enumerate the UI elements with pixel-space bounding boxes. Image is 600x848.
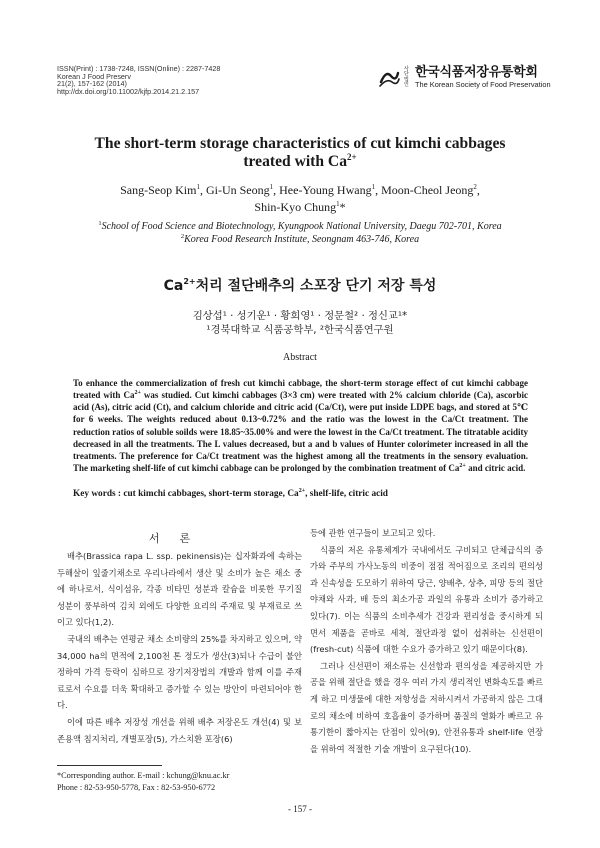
author-3: Hee-Young Hwang$^1$, (279, 183, 382, 197)
right-paragraph-3: 그러나 신선편이 채소류는 신선함과 편의성을 제공하지만 가공을 위해 절단을 했을 경우 여러 가지 생리적인 변화속도를 빠르게 하고 미생물에 대한 저항성을 저하시켜서 가공하지 않은 그대로의 채소에 비하여 호흡율이 증가하며 품질의 열화가 빠르고 유통기한이 짧아지는 단점이 있어(9), 안전유통과 shelf-life 연장을 위하여 적절한 기술 개발이 요구된다(10). (310, 660, 543, 754)
left-column-text (57, 548, 302, 747)
journal-header-meta (57, 65, 220, 95)
logo-korean-name: 한국식품저장유통학회 (415, 65, 538, 80)
affiliation-2: $^2$Korea Food Research Institute, Seongnam 463-746, Korea (180, 233, 420, 245)
affiliation-1: $^1$School of Food Science and Biotechnology, Kyungpook National University, Daegu 702-701, Korea (98, 220, 502, 232)
korean-authors (60, 309, 540, 337)
section-heading-introduction: 서론 (148, 532, 211, 545)
title-line-2: treated with $Ca^{2+}$ (243, 152, 357, 170)
doi-link[interactable]: http://dx.doi.org/10.11002/kjfp.2014.21.2.157 (57, 86, 200, 96)
journal-name: Korean J Food Preserv (57, 71, 131, 81)
corresponding-author-footnote (57, 770, 307, 794)
right-paragraph-2: 식품의 저온 유통체계가 국내에서도 구비되고 단체급식의 증가와 주부의 가사노동의 비중이 점점 적어짐으로 조리의 편의성과 신속성을 도모하기 위하여 당근, 양배추, 상추, 피망 등의 절단야채와 사과, 배 등의 최소가공 과일의 유통과 소비가 증가하고 있다(7). 이는 식품의 소비추세가 건강과 편리성을 중시하게 되면서 제품을 곧바로 세척, 절단과정 없이 섭취하는 신선편이(fresh-cut) 식품에 대한 수요가 증가하고 있기 때문이다(8). (310, 544, 543, 655)
right-paragraph-1: 등에 관한 연구들이 보고되고 있다. (310, 528, 436, 538)
author-5: Shin-Kyo Chung$^1$* (254, 200, 346, 214)
abstract-heading: Abstract (283, 352, 317, 363)
volume-text: 21(2), 157-162 (2014) (57, 79, 127, 89)
footnote-rule (57, 765, 162, 766)
footnote-phone: Phone : 82-53-950-5778, Fax : 82-53-950-6772 (57, 783, 216, 792)
author-1: Sang-Seop Kim$^1$, (120, 183, 206, 197)
author-4: Moon-Cheol Jeong$^2$, (381, 183, 480, 197)
society-emblem-icon (378, 67, 400, 89)
keywords-label: Key words : (73, 489, 122, 499)
author-2: Gi-Un Seong$^1$, (205, 183, 280, 197)
right-column-text (310, 525, 543, 757)
korean-affiliations: ¹경북대학교 식품공학부, ²한국식품연구원 (206, 324, 394, 336)
keywords: Key words : cut kimchi cabbages, short-term storage, $Ca^{2+}$, shelf-life, citric acid (73, 488, 388, 499)
page-number: - 157 - (288, 804, 312, 814)
korean-title: $Ca^{2+}$처리 절단배추의 소포장 단기 저장 특성 (163, 277, 437, 294)
left-paragraph-1: 배추(Brassica rapa L. ssp. pekinensis)는 십자화과에 속하는 두해살이 잎줄기채소로 우리나라에서 생산 및 소비가 높은 채소 중에 하나로서, 식이섬유, 각종 비타민 성분과 칼슘을 비롯한 무기질 성분이 풍부하여 김치 외에도 다양한 요리의 주재료 및 부재료로 쓰이고 있다(1,2). (57, 551, 302, 628)
title-line-1: The short-term storage characteristics of cut kimchi cabbages (94, 135, 506, 152)
paper-title (60, 135, 540, 171)
affiliations (60, 220, 540, 246)
left-paragraph-3: 이에 따른 배추 저장성 개선을 위해 배추 저장온도 개선(4) 및 보존용액 침지처리, 개별포장(5), 가스치환 포장(6) (57, 716, 302, 744)
author-list (60, 182, 540, 216)
left-paragraph-2: 국내의 배추는 연평균 채소 소비량의 25%를 차지하고 있으며, 약 34,000 ha의 면적에 2,100천 톤 정도가 생산(3)되나 수급이 불안정하여 가격 등락이 심하므로 장기저장법의 개발과 함께 이를 주재료로서 수요를 더욱 확대하고 증가할 수 있는 방안이 마련되어야 한다. (57, 633, 302, 711)
society-logo (378, 66, 551, 89)
footnote-email: *Corresponding author. E-mail : kchung@knu.ac.kr (57, 771, 230, 780)
korean-author-names: 김상섭¹ · 성기운¹ · 황희영¹ · 정문철² · 정신교¹* (192, 310, 408, 322)
logo-english-name: The Korean Society of Food Preservation (415, 80, 551, 89)
issn-text: ISSN(Print) : 1738-7248, ISSN(Online) : 2287-7428 (57, 64, 221, 73)
abstract-body: To enhance the commercialization of fresh cut kimchi cabbage, the short-term storage effect of cut kimchi cabbage treated with $Ca^{2+}$ was studied. Cut kimchi cabbages (3×3 cm) were treated with 2% calcium chloride (Ca), ascorbic acid (As), citric acid (Ct), and calcium chloride and citric acid (Ca/Ct), were put inside LDPE bags, and stored at 5℃ for 6 weeks. The weights reduced about 0.13~0.72% and the ratio was the lowest in the Ca/Ct treatment. The reduction ratios of soluble soilds were 18.85~35.00% and were the lowest in the Ca/Ct treatment. The titratable acidity decreased in all the treatments. The L values decreased, but a and b values of Hunter colorimeter increased in all the treatments. The preference for Ca/Ct treatment was the highest among all the treatments in the sensory evaluation. The marketing shelf-life of cut kimchi cabbage can be prolonged by the combination treatment of $Ca^{2+}$ and citric acid. (73, 378, 528, 474)
logo-sub-label: 사단법인 (404, 65, 409, 88)
